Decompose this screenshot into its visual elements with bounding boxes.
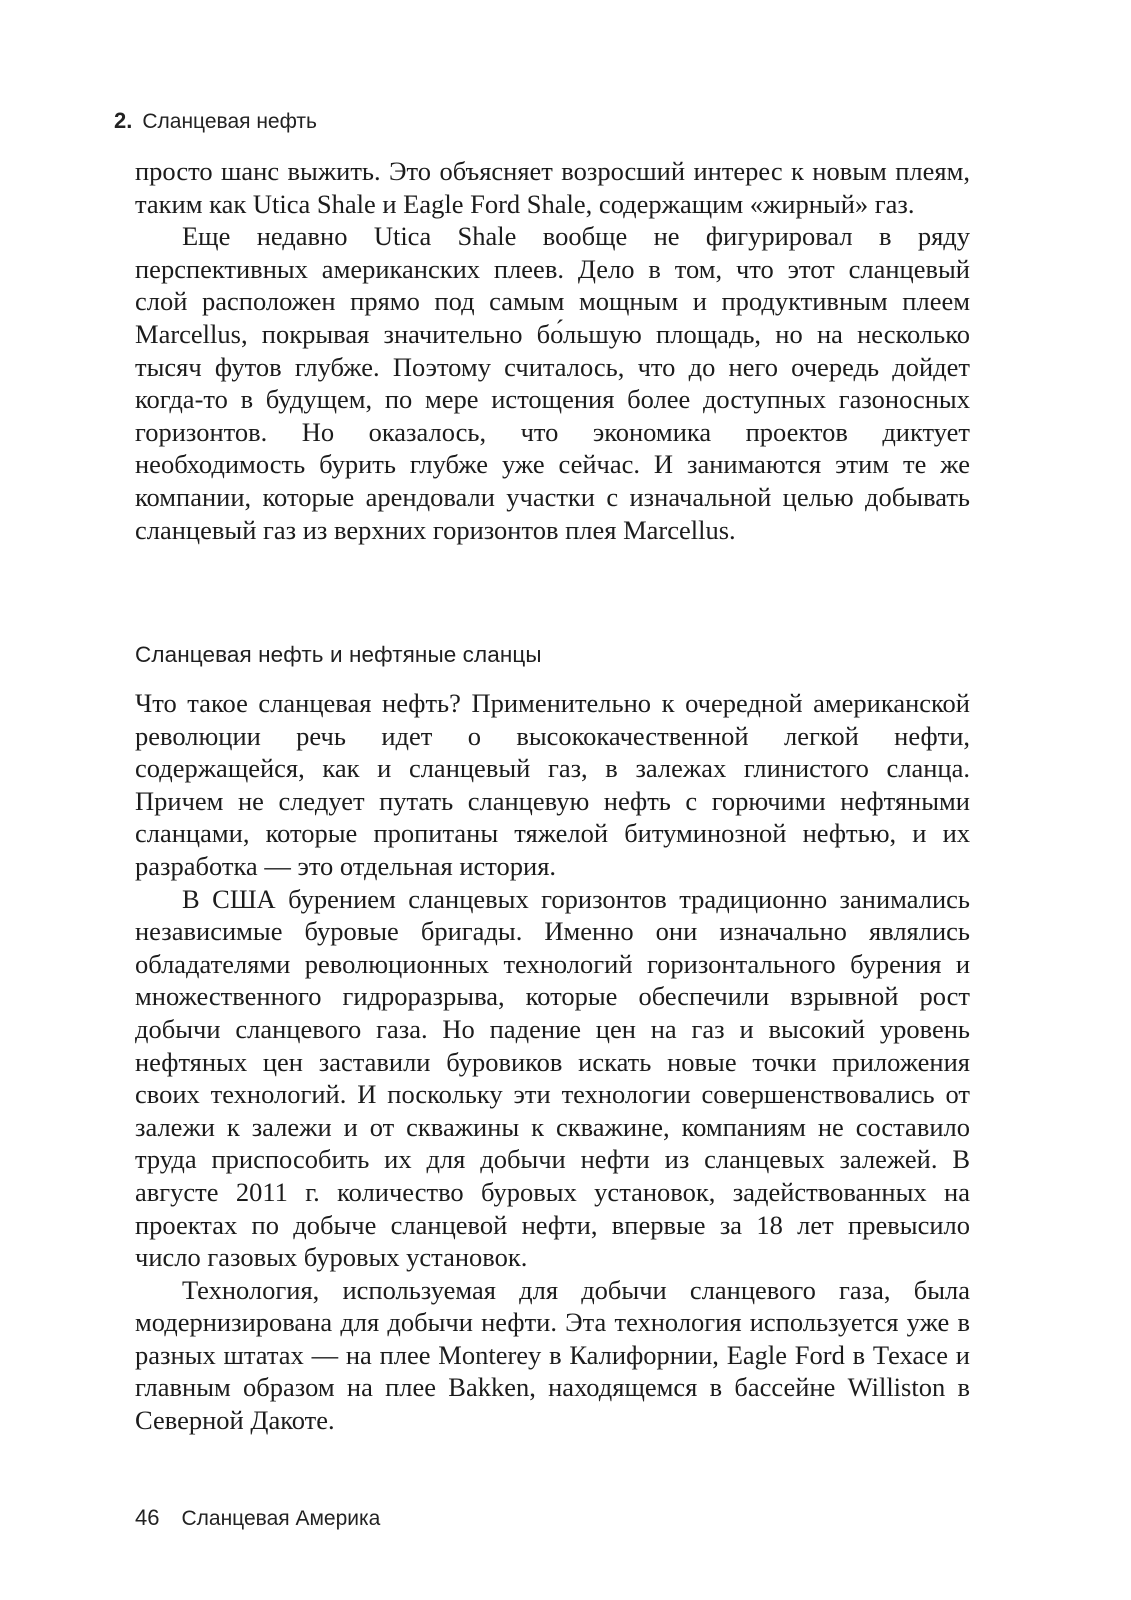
paragraph-what-is-shale-oil: Что такое сланцевая нефть? Применительно к очередной американской революции речь идет о высококачественной легкой нефти, содержащейся, как и сланцевый газ, в залежах глинистого сланца. Причем не следует путать сланцевую нефть с горючими нефтяными сланцами, которые пропитаны тяжелой битуминозной нефтью, и их разработка — это отдельная история.: [135, 688, 970, 881]
book-title: Сланцевая Америка: [181, 1507, 381, 1530]
page-footer: [135, 1503, 380, 1534]
running-head: [114, 106, 317, 137]
page-number: 46: [135, 1505, 160, 1530]
paragraph-technology-states: Технология, используемая для добычи сланцевого газа, была модернизирована для добычи нефти. Эта технология используется уже в разных штатах — на плее Monterey в Калифорнии, Eagle Ford в Техасе и главным образом на плее Bakken, находящемся в бассейне Williston в Северной Дакоте.: [135, 1274, 970, 1436]
text-block-after-heading: [135, 687, 970, 1437]
section-heading: Сланцевая нефть и нефтяные сланцы: [135, 642, 542, 667]
paragraph-drilling-crews: В США бурением сланцевых горизонтов традиционно занимались независимые буровые бригады. Именно они изначально являлись обладателями революционных технологий горизонтального бурения и множественного гидроразрыва, которые обеспечили взрывной рост добычи сланцевого газа. Но падение цен на газ и высокий уровень нефтяных цен заставили буровиков искать новые точки приложения своих технологий. И поскольку эти технологии совершенствовались от залежи к залежи и от скважины к скважине, компаниям не составило труда приспособить их для добычи нефти из сланцевых залежей. В августе 2011 г. количество буровых установок, задействованных на проектах по добыче сланцевой нефти, впервые за 18 лет превысило число газовых буровых установок.: [135, 883, 970, 1273]
chapter-title: Сланцевая нефть: [142, 110, 317, 133]
paragraph-utica-shale: Еще недавно Utica Shale вообще не фигурировал в ряду перспективных американских плеев. Дело в том, что этот сланцевый слой расположен прямо под самым мощным и продуктивным плеем Marcellus, покрывая значительно бо́льшую площадь, но на несколько тысяч футов глубже. Поэтому считалось, что до него очередь дойдет когда-то в будущем, по мере истощения более доступных газоносных горизонтов. Но оказалось, что экономика проектов диктует необходимость бурить глубже уже сейчас. И занимаются этим те же компании, которые арендовали участки с изначальной целью добывать сланцевый газ из верхних горизонтов плея Marcellus.: [135, 221, 970, 545]
paragraph-continuation: просто шанс выжить. Это объясняет возросший интерес к новым плеям, таким как Utica Shale и Eagle Ford Shale, содержащим «жирный» газ.: [135, 156, 970, 219]
text-block-before-heading: [135, 155, 970, 546]
chapter-number: 2.: [114, 108, 133, 133]
